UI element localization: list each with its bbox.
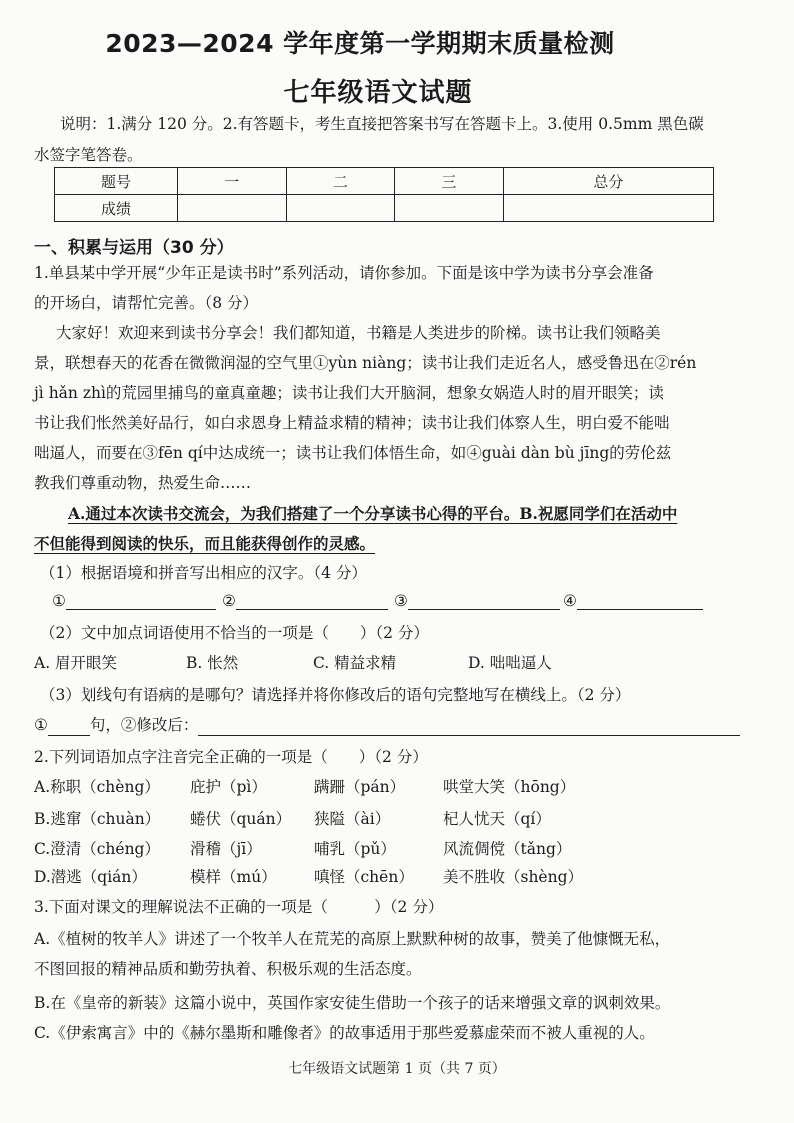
score-table-score-row	[55, 195, 714, 222]
underlined-sentence-line: A.通过本次读书交流会，为我们搭建了一个分享读书心得的平台。B.祝愿同学们在活动中	[68, 504, 678, 523]
passage-line: 咄逼人，而要在③fēn qí中达成统一；读书让我们体悟生命，如④guài dàn bù jīng的劳伦兹	[34, 444, 672, 462]
answer-label: 句，②修改后：	[89, 716, 199, 734]
instructions-line-2: 水签字笔答卷。	[34, 146, 143, 164]
q2-option: 美不胜收（shèng）	[443, 868, 584, 886]
answer-blank-4[interactable]	[563, 592, 703, 610]
score-table-cell: 三	[395, 168, 504, 195]
q2-option: A.称职（chèng）	[34, 778, 160, 796]
q1-sub2: （2）文中加点词语使用不恰当的一项是（ ）（2 分）	[40, 624, 429, 642]
q3-option-a-line-1: A.《植树的牧羊人》讲述了一个牧羊人在荒芜的高原上默默种树的故事，赞美了他慷慨无私，	[34, 930, 671, 948]
q2-option: 风流倜傥（tǎng）	[443, 840, 572, 858]
passage-line: 书让我们怅然美好品行，如白求恩身上精益求精的精神；读书让我们体察人生，明白爱不能咄	[34, 414, 670, 432]
score-table-cell: 一	[178, 168, 287, 195]
score-table-header-row	[55, 168, 714, 195]
answer-number: ①	[34, 716, 48, 734]
score-entry-cell[interactable]	[178, 195, 287, 222]
score-entry-cell[interactable]	[503, 195, 713, 222]
q2-option: 哺乳（pǔ）	[314, 840, 396, 858]
q1-stem-line-1: 1.单县某中学开展“少年正是读书时”系列活动，请你参加。下面是该中学为读书分享会准备	[34, 264, 654, 282]
q1-sub2-option: C. 精益求精	[313, 654, 397, 672]
blank-number: ①	[52, 592, 66, 610]
q2-option: 狭隘（ài）	[314, 810, 391, 828]
q1-sub2-option: D. 咄咄逼人	[468, 654, 552, 672]
q3-option-b: B.在《皇帝的新装》这篇小说中，英国作家安徒生借助一个孩子的话来增强文章的讽刺效果。	[34, 994, 671, 1012]
revision-blank[interactable]	[198, 719, 740, 736]
passage-line: 教我们尊重动物，热爱生命……	[34, 474, 252, 492]
q2-option: D.潜逃（qián）	[34, 868, 147, 886]
blank-line[interactable]	[408, 593, 560, 610]
score-table-cell: 二	[286, 168, 395, 195]
sentence-choice-blank[interactable]	[48, 719, 90, 736]
q2-option: 滑稽（jī）	[190, 840, 262, 858]
score-entry-cell[interactable]	[395, 195, 504, 222]
q2-option: 杞人忧天（qí）	[443, 810, 551, 828]
blank-number: ②	[222, 592, 236, 610]
q1-sub2-option: B. 怅然	[186, 654, 239, 672]
q2-option: B.逃窜（chuàn）	[34, 810, 161, 828]
q1-stem-line-2: 的开场白，请帮忙完善。（8 分）	[34, 294, 259, 312]
passage-line: 景，联想春天的花香在微微润湿的空气里①yùn niàng；读书让我们走近名人，感受鲁迅在②rén	[34, 354, 697, 372]
q1-sub3-answer	[34, 714, 740, 736]
exam-title: 2023—2024 学年度第一学期期末质量检测	[105, 29, 615, 58]
score-entry-cell[interactable]	[286, 195, 395, 222]
score-table	[54, 167, 714, 222]
q1-sub1: （1）根据语境和拼音写出相应的汉字。（4 分）	[40, 564, 367, 582]
blank-line[interactable]	[577, 593, 703, 610]
q2-option: 模样（mú）	[190, 868, 277, 886]
q1-sub2-option: A. 眉开眼笑	[34, 654, 118, 672]
blank-number: ③	[394, 592, 408, 610]
passage-line: jì hǎn zhì的荒园里捕鸟的童真童趣；读书让我们大开脑洞，想象女娲造人时的眉开眼笑；读	[34, 384, 664, 402]
q2-option: C.澄清（chéng）	[34, 840, 160, 858]
q1-sub3: （3）划线句有语病的是哪句？请选择并将你修改后的语句完整地写在横线上。（2 分）	[40, 686, 631, 704]
passage-line: 大家好！欢迎来到读书分享会！我们都知道，书籍是人类进步的阶梯。读书让我们领略美	[56, 324, 661, 342]
blank-number: ④	[563, 592, 577, 610]
score-table-cell: 总分	[503, 168, 713, 195]
underlined-sentence-line: 不但能得到阅读的快乐，而且能获得创作的灵感。	[34, 534, 376, 553]
q3-option-c: C.《伊索寓言》中的《赫尔墨斯和雕像者》的故事适用于那些爱慕虚荣而不被人重视的人。	[34, 1024, 655, 1042]
exam-subtitle: 七年级语文试题	[283, 78, 473, 108]
q3-option-a-line-2: 不图回报的精神品质和勤劳执着、积极乐观的生活态度。	[34, 960, 422, 978]
score-table-cell: 题号	[55, 168, 178, 195]
answer-blank-3[interactable]	[394, 592, 560, 610]
q3-stem: 3.下面对课文的理解说法不正确的一项是（ ）（2 分）	[34, 898, 444, 916]
q2-option: 蜷伏（quán）	[190, 810, 292, 828]
answer-blank-1[interactable]	[52, 592, 216, 610]
instructions-line-1: 说明：1.满分 120 分。2.有答题卡，考生直接把答案书写在答题卡上。3.使用 0.5mm 黑色碳	[60, 115, 704, 133]
q2-stem: 2.下列词语加点字注音完全正确的一项是（ ）（2 分）	[34, 748, 428, 766]
page-footer: 七年级语文试题第 1 页（共 7 页）	[288, 1061, 506, 1077]
q2-option: 庇护（pì）	[190, 778, 267, 796]
blank-line[interactable]	[66, 593, 216, 610]
blank-line[interactable]	[236, 593, 388, 610]
section-heading: 一、积累与运用（30 分）	[34, 238, 234, 258]
score-table-cell: 成绩	[55, 195, 178, 222]
q2-option: 哄堂大笑（hōng）	[443, 778, 576, 796]
answer-blank-2[interactable]	[222, 592, 388, 610]
q2-option: 蹒跚（pán）	[314, 778, 406, 796]
q2-option: 嗔怪（chēn）	[314, 868, 414, 886]
